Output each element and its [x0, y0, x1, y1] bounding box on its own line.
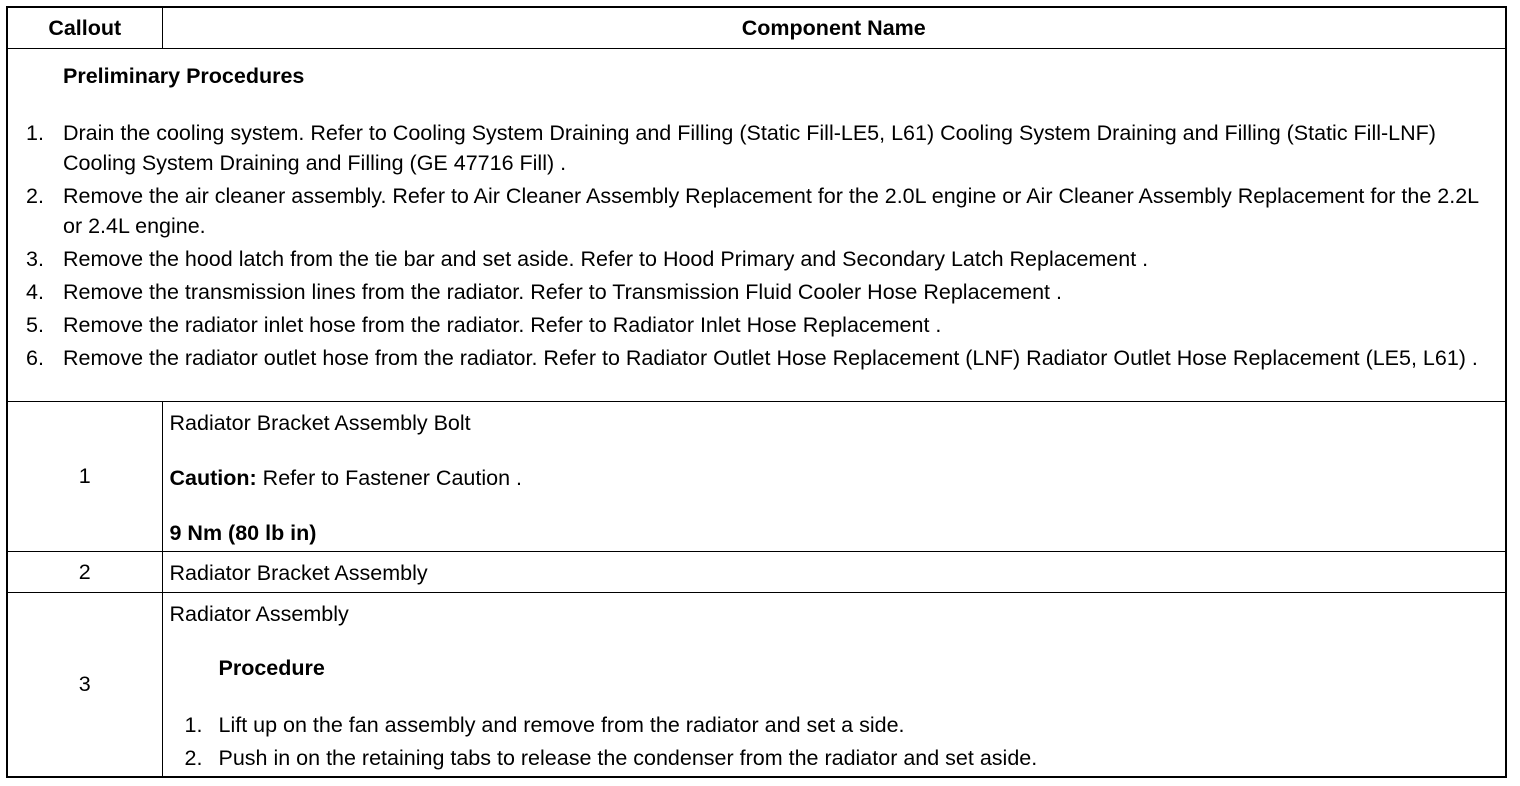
step-text: Remove the radiator inlet hose from the radiator. Refer to Radiator Inlet Hose Replacement .	[63, 313, 942, 337]
procedure-steps	[170, 710, 1506, 773]
caution-label: Caution:	[169, 466, 257, 490]
step-text: Remove the transmission lines from the radiator. Refer to Transmission Fluid Cooler Hose Replacement .	[63, 280, 1062, 304]
list-item	[8, 277, 1505, 307]
step-number: 3.	[26, 247, 44, 271]
caution-text: Refer to Fastener Caution .	[256, 466, 522, 490]
step-text: Remove the hood latch from the tie bar and set aside. Refer to Hood Primary and Secondary Latch Replacement .	[63, 247, 1149, 271]
step-number: 5.	[26, 313, 44, 337]
step-text: Remove the air cleaner assembly. Refer to Air Cleaner Assembly Replacement for the 2.0L engine or Air Cleaner Assembly Replacement for the 2.2L or 2.4L engine.	[63, 184, 1479, 238]
preliminary-title: Preliminary Procedures	[63, 64, 305, 88]
list-item	[170, 710, 1506, 740]
caution-note	[170, 465, 1506, 491]
component-cell	[162, 402, 1506, 552]
component-name: Radiator Assembly	[169, 602, 349, 626]
header-row	[7, 7, 1506, 49]
list-item	[8, 343, 1505, 373]
component-cell	[162, 552, 1506, 593]
list-item	[8, 310, 1505, 340]
torque-value: 9 Nm (80 lb in)	[169, 521, 317, 545]
step-number: 2.	[26, 184, 44, 208]
table-row	[7, 593, 1506, 778]
step-text: Lift up on the fan assembly and remove from the radiator and set a side.	[218, 713, 905, 737]
preliminary-row	[7, 49, 1506, 402]
component-cell	[162, 593, 1506, 778]
step-number: 4.	[26, 280, 44, 304]
component-table	[6, 6, 1507, 778]
step-text: Push in on the retaining tabs to release the condenser from the radiator and set aside.	[218, 746, 1038, 770]
list-item	[8, 244, 1505, 274]
step-number: 2.	[184, 746, 203, 770]
list-item	[170, 743, 1506, 773]
table-row	[7, 552, 1506, 593]
step-text: Drain the cooling system. Refer to Cooling System Draining and Filling (Static Fill-LE5, L61) Cooling System Draining and Filling (Static Fill-LNF) Cooling System Draining and Filling (GE 47716 Fill) .	[63, 121, 1436, 175]
component-name: Radiator Bracket Assembly	[169, 561, 428, 585]
list-item	[8, 181, 1505, 241]
callout-header: Callout	[7, 7, 162, 49]
step-number: 1.	[184, 713, 203, 737]
step-number: 1.	[26, 121, 44, 145]
torque-spec	[170, 520, 1506, 546]
list-item	[8, 118, 1505, 178]
callout-number: 3	[7, 593, 162, 778]
component-name: Radiator Bracket Assembly Bolt	[169, 411, 471, 435]
component-name-header: Component Name	[162, 7, 1506, 49]
step-text: Remove the radiator outlet hose from the radiator. Refer to Radiator Outlet Hose Replacement (LNF) Radiator Outlet Hose Replacement (LE5, L61) .	[63, 346, 1478, 370]
preliminary-steps	[8, 118, 1505, 373]
table-row	[7, 402, 1506, 552]
procedure-title: Procedure	[218, 656, 325, 680]
callout-number: 2	[7, 552, 162, 593]
callout-number: 1	[7, 402, 162, 552]
step-number: 6.	[26, 346, 44, 370]
preliminary-cell	[7, 49, 1506, 402]
